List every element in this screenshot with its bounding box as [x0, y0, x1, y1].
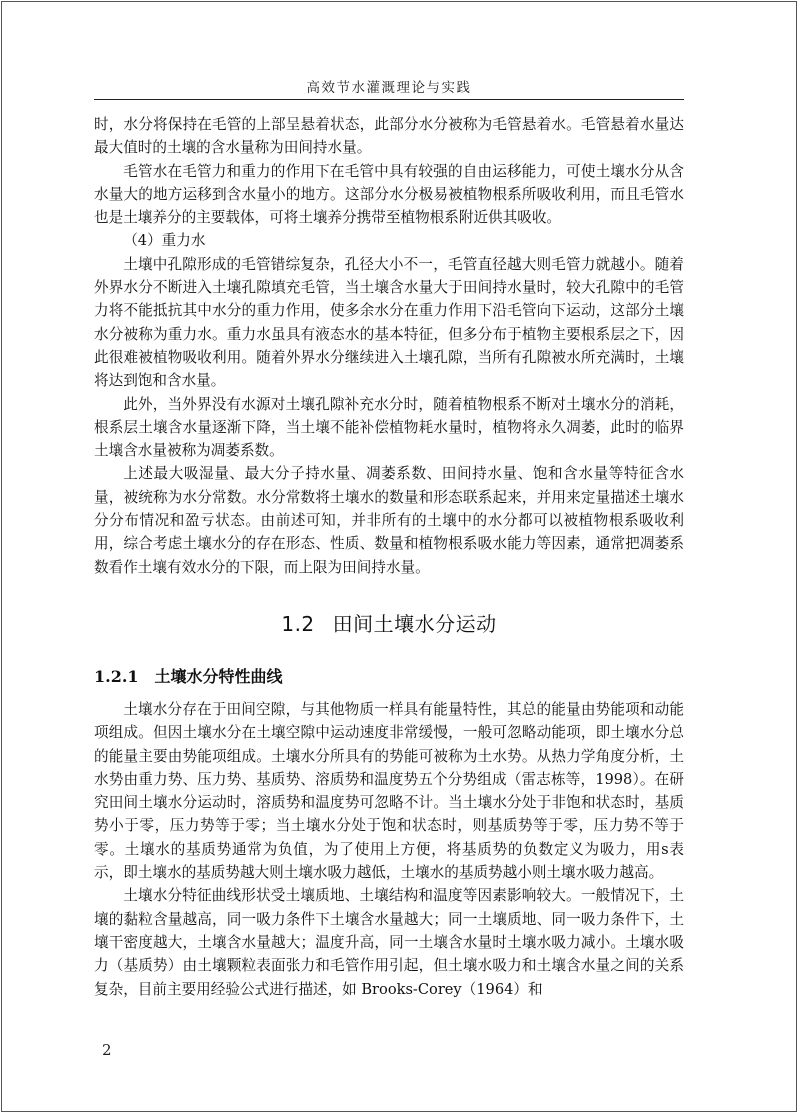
paragraph-gravity-water: 土壤中孔隙形成的毛管错综复杂，孔径大小不一，毛管直径越大则毛管力就越小。随着外界水分不断进入土壤孔隙填充毛管，当土壤含水量大于田间持水量时，较大孔隙中的毛管力将不能抵抗其中水分的重力作用，使多余水分在重力作用下沿毛管向下运动，这部分土壤水分被称为重力水。重力水虽具有液态水的基本特征，但多分布于植物主要根系层之下，因此很难被植物吸收利用。随着外界水分继续进入土壤孔隙，当所有孔隙被水所充满时，土壤将达到饱和含水量。: [94, 255, 684, 390]
paragraph-characteristic-curve: 土壤水分特征曲线形状受土壤质地、土壤结构和温度等因素影响较大。一般情况下，土壤的黏粒含量越高，同一吸力条件下土壤含水量越大；同一土壤质地、同一吸力条件下，土壤干密度越大，土壤含水量越大；温度升高，同一土壤含水量时土壤水吸力减小。土壤水吸力（基质势）由土壤颗粒表面张力和毛管作用引起，但土壤水吸力和土壤含水量之间的关系复杂，目前主要用经验公式进行描述，如 Brooks-Corey（1964）和: [94, 887, 684, 998]
subsection-title: 土壤水分特性曲线: [154, 666, 283, 686]
paragraph-capillary-suspended-water: 时，水分将保持在毛管的上部呈悬着状态，此部分水分被称为毛管悬着水。毛管悬着水量达最大值时的土壤的含水量称为田间持水量。: [94, 116, 684, 157]
paragraph-soil-water-potential: 土壤水分存在于田间空隙，与其他物质一样具有能量特性，其总的能量由势能项和动能项组成。但因土壤水分在土壤空隙中运动速度非常缓慢，一般可忽略动能项，即土壤水分总的能量主要由势能项组成。土壤水分所具有的势能可被称为土水势。从热力学角度分析，土水势由重力势、压力势、基质势、溶质势和温度势五个分势组成（雷志栋等，1998）。在研究田间土壤水分运动时，溶质势和温度势可忽略不计。当土壤水分处于非饱和状态时，基质势小于零，压力势等于零；当土壤水分处于饱和状态时，则基质势等于零，压力势不等于零。土壤水的基质势通常为负值，为了使用上方便，将基质势的负数定义为吸力，用s表示，即土壤水的基质势越大则土壤水吸力越低，土壤水的基质势越小则土壤水吸力越高。: [94, 700, 684, 882]
running-header: 高效节水灌溉理论与实践: [306, 80, 472, 96]
section-title: 田间土壤水分运动: [332, 611, 497, 636]
section-number: 1.2: [281, 611, 315, 636]
page-number: 2: [102, 1041, 112, 1059]
paragraph-capillary-water: 毛管水在毛管力和重力的作用下在毛管中具有较强的自由运移能力，可使土壤水分从含水量大的地方运移到含水量小的地方。这部分水分极易被植物根系所吸收利用，而且毛管水也是土壤养分的主要载体，可将土壤养分携带至植物根系附近供其吸收。: [94, 162, 684, 227]
paragraph-wilting-coefficient: 此外，当外界没有水源对土壤孔隙补充水分时，随着植物根系不断对土壤水分的消耗，根系层土壤含水量逐渐下降，当土壤不能补偿植物耗水量时，植物将永久凋萎，此时的临界土壤含水量被称为凋萎系数。: [94, 395, 684, 460]
section-heading: [94, 598, 684, 650]
subsection-number: 1.2.1: [94, 666, 139, 686]
header-rule: [94, 99, 684, 100]
heading-gravity-water: （4）重力水: [123, 232, 206, 250]
subsection-heading: [94, 664, 684, 690]
page-content: [94, 113, 684, 1001]
paragraph-water-constants: 上述最大吸湿量、最大分子持水量、凋萎系数、田间持水量、饱和含水量等特征含水量，被统称为水分常数。水分常数将土壤水的数量和形态联系起来，并用来定量描述土壤水分分布情况和盈亏状态。由前述可知，并非所有的土壤中的水分都可以被植物根系吸收利用，综合考虑土壤水分的存在形态、性质、数量和植物根系吸水能力等因素，通常把凋萎系数看作土壤有效水分的下限，而上限为田间持水量。: [94, 465, 684, 576]
